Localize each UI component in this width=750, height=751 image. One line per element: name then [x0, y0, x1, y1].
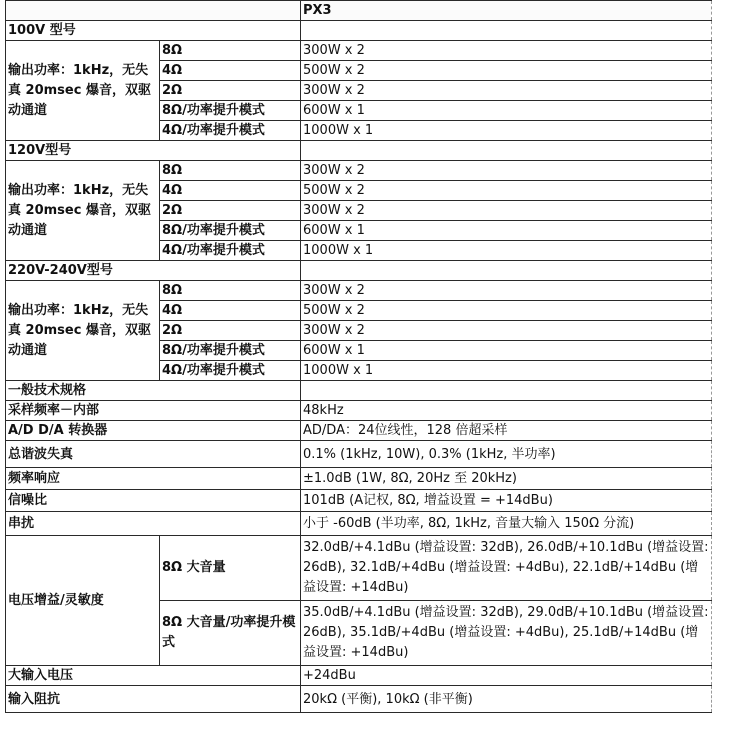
model-row	[6, 141, 712, 161]
spec-label: A/D D/A 转换器	[6, 421, 301, 441]
load-cell: 4Ω	[160, 181, 301, 201]
gain-sub-label: 8Ω 大音量	[160, 536, 301, 601]
load-cell: 2Ω	[160, 201, 301, 221]
header-blank-cell	[6, 1, 301, 21]
model-row-blank	[301, 261, 712, 281]
spec-value: ±1.0dB (1W, 8Ω, 20Hz 至 20kHz)	[301, 468, 712, 490]
output-power-label: 输出功率：1kHz，无失真 20msec 爆音，双驱动通道	[6, 161, 160, 261]
gain-row	[6, 536, 712, 601]
power-value: 1000W x 1	[301, 361, 712, 381]
power-value: 600W x 1	[301, 341, 712, 361]
general-title: 一般技术规格	[6, 381, 301, 401]
spec-value: 48kHz	[301, 401, 712, 421]
load-cell: 8Ω/功率提升模式	[160, 101, 301, 121]
load-cell: 8Ω	[160, 281, 301, 301]
power-value: 300W x 2	[301, 281, 712, 301]
power-value: 1000W x 1	[301, 121, 712, 141]
power-value: 600W x 1	[301, 101, 712, 121]
spec-row	[6, 490, 712, 512]
model-title: 120V型号	[6, 141, 301, 161]
general-title-row	[6, 381, 712, 401]
power-value: 300W x 2	[301, 201, 712, 221]
model-title: 100V 型号	[6, 21, 301, 41]
load-cell: 2Ω	[160, 321, 301, 341]
cut-off-next-row	[300, 737, 720, 751]
spec-value: AD/DA：24位线性，128 倍超采样	[301, 421, 712, 441]
model-row-blank	[301, 141, 712, 161]
spec-value: 小于 -60dB (半功率, 8Ω, 1kHz, 音量大输入 150Ω 分流)	[301, 512, 712, 536]
gain-value: 35.0dB/+4.1dBu (增益设置: 32dB), 29.0dB/+10.1dBu (增益设置: 26dB), 35.1dB/+4dBu (增益设置: +4dBu), 25.1dB/+14dBu (增益设置: +14dBu)	[301, 601, 712, 666]
spec-row	[6, 686, 712, 713]
spec-row	[6, 421, 712, 441]
power-value: 300W x 2	[301, 161, 712, 181]
power-row	[6, 161, 712, 181]
spec-label: 采样频率－内部	[6, 401, 301, 421]
general-title-blank	[301, 381, 712, 401]
gain-label: 电压增益/灵敏度	[6, 536, 160, 666]
load-cell: 4Ω/功率提升模式	[160, 241, 301, 261]
model-row-blank	[301, 21, 712, 41]
power-value: 500W x 2	[301, 181, 712, 201]
spec-row	[6, 441, 712, 468]
power-row	[6, 281, 712, 301]
power-row	[6, 41, 712, 61]
power-value: 300W x 2	[301, 321, 712, 341]
spec-label: 总谐波失真	[6, 441, 301, 468]
gain-sub-label: 8Ω 大音量/功率提升模式	[160, 601, 301, 666]
product-name: PX3	[301, 1, 712, 21]
spec-row	[6, 512, 712, 536]
spec-label: 串扰	[6, 512, 301, 536]
power-value: 300W x 2	[301, 81, 712, 101]
spec-value: +24dBu	[301, 666, 712, 686]
load-cell: 4Ω/功率提升模式	[160, 121, 301, 141]
header-row	[6, 1, 712, 21]
power-value: 1000W x 1	[301, 241, 712, 261]
model-title: 220V-240V型号	[6, 261, 301, 281]
model-row	[6, 261, 712, 281]
load-cell: 8Ω	[160, 161, 301, 181]
power-value: 500W x 2	[301, 61, 712, 81]
spec-label: 信噪比	[6, 490, 301, 512]
power-value: 300W x 2	[301, 41, 712, 61]
spec-label: 频率响应	[6, 468, 301, 490]
spec-value: 20kΩ (平衡), 10kΩ (非平衡)	[301, 686, 712, 713]
output-power-label: 输出功率：1kHz，无失真 20msec 爆音，双驱动通道	[6, 281, 160, 381]
spec-row	[6, 401, 712, 421]
load-cell: 8Ω/功率提升模式	[160, 221, 301, 241]
load-cell: 4Ω/功率提升模式	[160, 361, 301, 381]
load-cell: 8Ω/功率提升模式	[160, 341, 301, 361]
spec-row	[6, 666, 712, 686]
power-value: 500W x 2	[301, 301, 712, 321]
load-cell: 2Ω	[160, 81, 301, 101]
model-row	[6, 21, 712, 41]
spec-label: 大输入电压	[6, 666, 301, 686]
gain-value: 32.0dB/+4.1dBu (增益设置: 32dB), 26.0dB/+10.1dBu (增益设置: 26dB), 32.1dB/+4dBu (增益设置: +4dBu), 22.1dB/+14dBu (增益设置: +14dBu)	[301, 536, 712, 601]
load-cell: 8Ω	[160, 41, 301, 61]
power-value: 600W x 1	[301, 221, 712, 241]
spec-table	[5, 0, 712, 713]
spec-value: 0.1% (1kHz, 10W), 0.3% (1kHz, 半功率)	[301, 441, 712, 468]
load-cell: 4Ω	[160, 301, 301, 321]
spec-value: 101dB (A记权, 8Ω, 增益设置 = +14dBu)	[301, 490, 712, 512]
spec-row	[6, 468, 712, 490]
load-cell: 4Ω	[160, 61, 301, 81]
spec-label: 输入阻抗	[6, 686, 301, 713]
output-power-label: 输出功率：1kHz，无失真 20msec 爆音，双驱动通道	[6, 41, 160, 141]
